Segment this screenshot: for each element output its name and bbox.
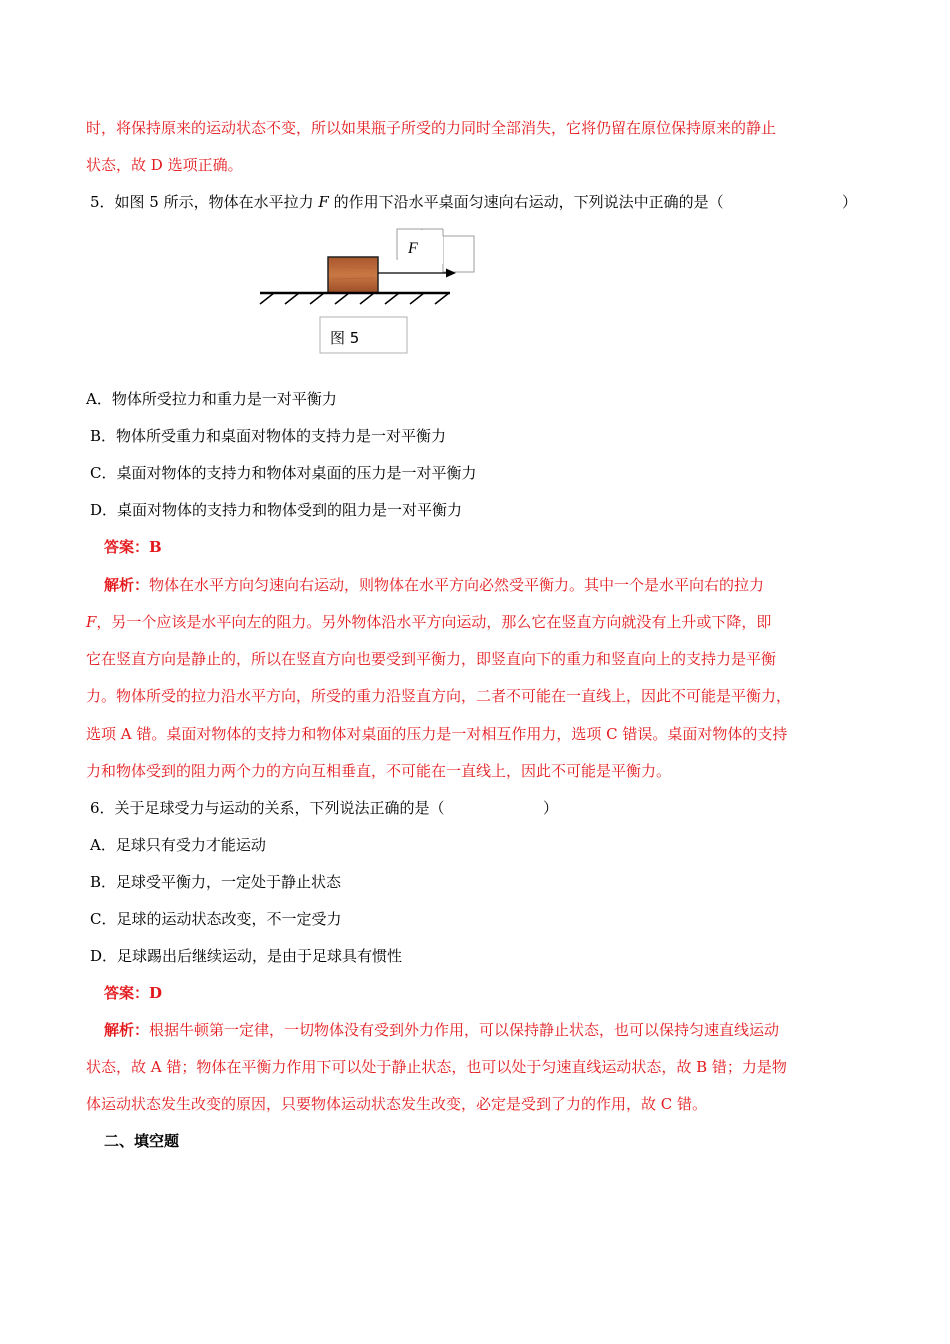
table-hatching	[260, 293, 449, 304]
question-5-stem	[90, 192, 724, 212]
answer-bracket-close: ）	[543, 799, 559, 817]
force-variable: F	[86, 613, 97, 631]
option-b: B．物体所受重力和桌面对物体的支持力是一对平衡力	[90, 427, 447, 445]
question-stem-text: 5．如图 5 所示，物体在水平拉力	[90, 193, 319, 211]
analysis-text: 物体在水平方向匀速向右运动，则物体在水平方向必然受平衡力。其中一个是水平向右的拉力	[149, 576, 765, 594]
analysis-text: 根据牛顿第一定律，一切物体没有受到外力作用，可以保持静止状态，也可以保持匀速直线运动	[149, 1021, 780, 1039]
analysis-label: 解析：	[104, 1021, 150, 1039]
block-on-table-diagram	[250, 222, 480, 358]
block	[328, 257, 378, 293]
answer-value: D	[149, 984, 163, 1002]
question-6-stem: 6．关于足球受力与运动的关系，下列说法正确的是（	[90, 799, 445, 817]
option-a: A．足球只有受力才能运动	[90, 836, 266, 854]
option-c: C．桌面对物体的支持力和物体对桌面的压力是一对平衡力	[90, 464, 477, 482]
analysis-line: 体运动状态发生改变的原因，只要物体运动状态发生改变，必定是受到了力的作用，故 C 错。	[86, 1095, 708, 1113]
force-label: F	[408, 240, 418, 257]
option-d: D．足球踢出后继续运动，是由于足球具有惯性	[90, 947, 403, 965]
analysis-continuation-line: 时，将保持原来的运动状态不变，所以如果瓶子所受的力同时全部消失，它将仍留在原位保持原来的静止	[86, 119, 777, 137]
analysis-line: 状态，故 A 错；物体在平衡力作用下可以处于静止状态，也可以处于匀速直线运动状态，故 B 错；力是物	[86, 1058, 787, 1076]
analysis-line: 力和物体受到的阻力两个力的方向互相垂直，不可能在一直线上，因此不可能是平衡力。	[86, 762, 672, 780]
force-label-box	[443, 236, 474, 272]
analysis-label: 解析：	[104, 576, 150, 594]
analysis-line	[104, 575, 764, 595]
answer-label: 答案：	[104, 538, 150, 556]
option-c: C．足球的运动状态改变，不一定受力	[90, 910, 342, 928]
section-title: 二、填空题	[104, 1132, 180, 1150]
analysis-continuation-line: 状态，故 D 选项正确。	[86, 156, 243, 174]
answer-label: 答案：	[104, 984, 150, 1002]
option-a: A．物体所受拉力和重力是一对平衡力	[86, 390, 337, 408]
answer-line	[104, 537, 162, 557]
analysis-line: 它在竖直方向是静止的，所以在竖直方向也要受到平衡力，即竖直向下的重力和竖直向上的支持力是平衡	[86, 650, 777, 668]
analysis-line: 选项 A 错。桌面对物体的支持力和物体对桌面的压力是一对相互作用力，选项 C 错误。桌面对物体的支持	[86, 725, 788, 743]
option-d: D．桌面对物体的支持力和物体受到的阻力是一对平衡力	[90, 501, 463, 519]
analysis-line	[104, 1020, 779, 1040]
option-b: B．足球受平衡力，一定处于静止状态	[90, 873, 342, 891]
answer-line	[104, 983, 162, 1003]
answer-value: B	[149, 538, 162, 556]
analysis-text: ，另一个应该是水平向左的阻力。另外物体沿水平方向运动，那么它在竖直方向就没有上升或下降，即	[96, 613, 772, 631]
figure-caption: 图 5	[330, 329, 360, 347]
figure-5	[250, 222, 480, 358]
analysis-line	[86, 612, 771, 632]
force-variable: F	[318, 193, 329, 211]
analysis-line: 力。物体所受的拉力沿水平方向，所受的重力沿竖直方向，二者不可能在一直线上，因此不可能是平衡力，	[86, 687, 792, 705]
answer-bracket-close: ）	[842, 193, 858, 211]
question-stem-text: 的作用下沿水平桌面匀速向右运动，下列说法中正确的是（	[328, 193, 724, 211]
